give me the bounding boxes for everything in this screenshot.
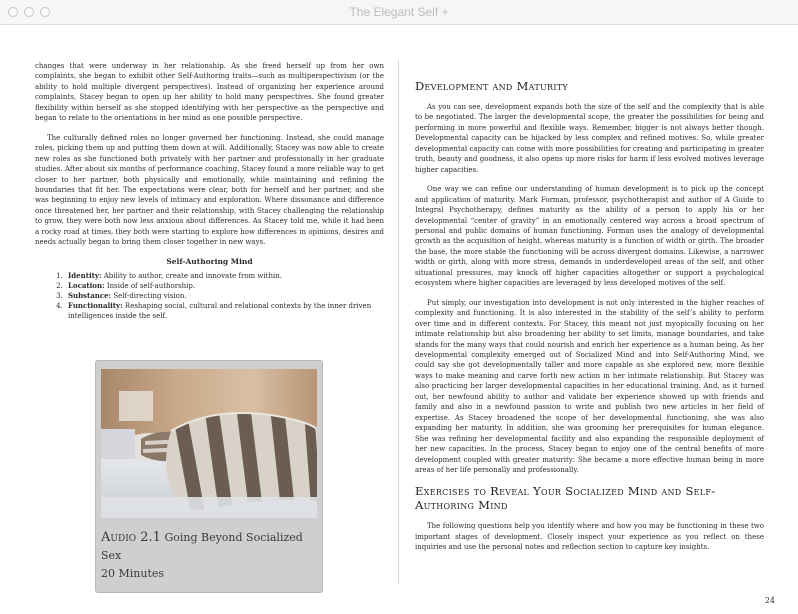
list-term: Substance: <box>68 290 112 300</box>
section-title: Self-Authoring Mind <box>166 256 253 266</box>
audio-widget[interactable] <box>95 360 323 593</box>
list-item <box>65 271 384 281</box>
list-item <box>65 281 384 291</box>
body-paragraph: One way we can refine our understanding of human development is to pick up the concept and application of maturity. Mark Forman, professor, psychotherapist and author of A Guide to Integral Psychotherapy, defines maturity as the ability of a person to apply his or her developmental “center of gravity” in an emotionally centered way across a broad spectrum of personal and public domains of human functioning. Forman uses the analogy of developmental growth as the acquisition of height, whereas maturity is a function of width or girth. The broader the base, the more stable the functioning will be across divergent domains. Likewise, a narrower width or girth, along with more stress, demands in underdeveloped areas of the self, and other situational pressures, may knock off higher capacities altogether or support a psychological ecosystem where higher capacities are leveraged by less developed motives of the self. <box>415 185 764 288</box>
right-page-column <box>415 79 764 562</box>
audio-caption <box>101 529 321 583</box>
list-item <box>65 301 384 321</box>
list-text: Ability to author, create and innovate from within. <box>103 271 282 280</box>
list-text: Inside of self-authorship. <box>106 281 196 290</box>
page-number: 24 <box>764 596 775 605</box>
section-heading: Development and Maturity <box>415 79 568 93</box>
right-page <box>399 25 798 614</box>
section-heading: Exercises to Reveal Your Socialized Mind and Self-Authoring Mind <box>415 484 716 513</box>
audio-label: Audio 2.1 <box>101 530 161 545</box>
list-term: Identity: <box>68 270 102 280</box>
list-text: Reshaping social, cultural and relational contexts by the inner driven intelligences inside the self. <box>68 301 372 320</box>
body-paragraph: Put simply, our investigation into development is not only interested in the higher reaches of complexity and functioning. It is also interested in the stability of the self’s ability to perform over time and in different contexts. For Stacey, this meant not just myopically focusing on her intimate relationship but also broadening her ability to set limits, manage boundaries, and take stands for the many ways that could nourish and enrich her experience as a human being. As her developmental complexity emerged out of Socialized Mind and into Self-Authoring Mind, we could say she got developmentally taller and more capable as she explored new, more flexible ways to make meaning and carve forth new action in her intimate relationship. But Stacey was also practicing her larger developmental capacities in her educational training. And, as it turned out, her newfound ability to author and validate her experience showed up with friends and family and also in a newfound passion to write and publish two new articles in her field of expertise. As Stacey broadened the scope of her developmental functioning, she was also expanding her maturity. In addition, she was grooming her prerequisites for human elegance. She was refining her developmental facility and also expanding the responsible deployment of her new capacities. In the process, Stacey began to enjoy one of the central benefits of more development coupled with greater maturity: She became a more effective human being in more areas of her life personally and professionally. <box>415 298 764 474</box>
left-page-column <box>35 61 384 321</box>
window-title: The Elegant Self + <box>349 5 449 19</box>
body-paragraph: changes that were underway in her relationship. As she freed herself up from her own complaints, she began to exhibit other Self-Authoring traits—such as multiperspectivism (or the ability to hold multiple divergent perspectives). Instead of organizing her experience around complaints, Stacey began to open up her ability to hold many perspectives. She found greater flexibility within herself as she stopped identifying with her perspective as the perspective and began to relate to the orientations in her mind as one possible perspective. <box>35 62 384 123</box>
list-item <box>65 291 384 301</box>
list-term: Location: <box>68 280 105 290</box>
trait-list <box>35 271 384 321</box>
body-paragraph: The following questions help you identify where and how you may be functioning in these two important stages of development. Closely inspect your experience as you reflect on these inquiries and use the personal notes and reflection section to capture key insights. <box>415 522 764 552</box>
pillow-photo <box>101 369 317 518</box>
audio-duration: 20 Minutes <box>101 567 165 580</box>
window-titlebar <box>0 0 798 25</box>
left-page <box>0 25 399 614</box>
body-paragraph: The culturally defined roles no longer governed her functioning. Instead, she could manage roles, picking them up and putting them down at will. Additionally, Stacey was now able to create new roles as she functioned both privately with her partner and professionally in her graduate studies. After about six months of performance coaching, Stacey found a more reliable way to get closer to her partner, both physically and emotionally, while maintaining and refining the boundaries that fit her. The expectations were clear, both for herself and her partner, and she was beginning to enjoy new levels of intimacy and exploration. Where dissonance and difference once threatened her, her partner and their relationship, with Stacey challenging the relationship to grow, they were both now less anxious about differences. As Stacey told me, while it had been a rocky road at times, they both were starting to explore how differences in opinions, desires and needs actually began to bring them closer together in new ways. <box>35 133 384 247</box>
list-text: Self-directing vision. <box>113 291 187 300</box>
body-paragraph: As you can see, development expands both the size of the self and the complexity that is able to be negotiated. The larger the developmental scope, the greater the possibilities for being and performing in more powerful and flexible ways. Remember, bigger is not always better though. Developmental capacity can be hijacked by less complex and refined motives. So, while greater developmental capacity can come with more possibilities for creating and participating in greater truth, beauty and goodness, it also opens up more risks for harm if less evolved motives leverage higher capacities. <box>415 103 764 174</box>
list-term: Functionality: <box>68 300 123 310</box>
audio-title: Going Beyond Socialized Sex <box>101 531 303 562</box>
